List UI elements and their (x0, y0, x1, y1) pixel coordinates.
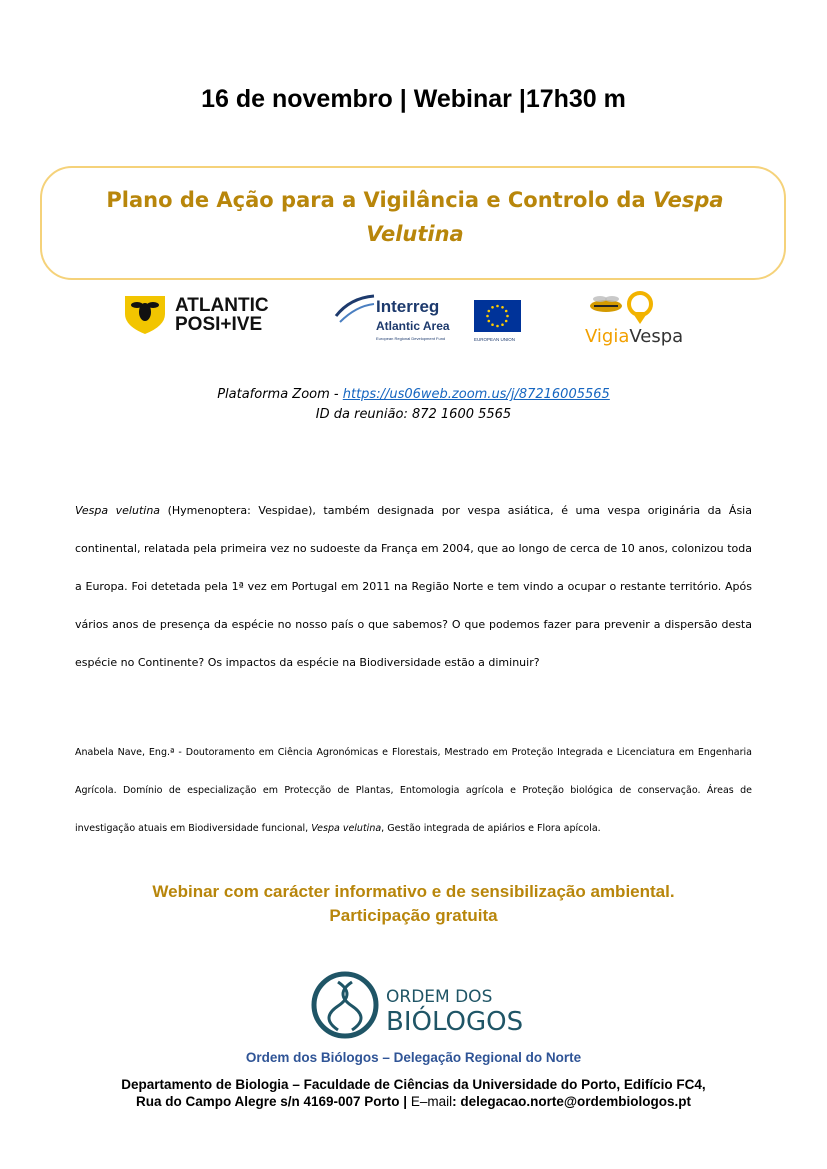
zoom-link[interactable]: https://us06web.zoom.us/j/87216005565 (342, 387, 610, 402)
interreg-logo (336, 296, 521, 342)
atlantic-positive-logo (125, 295, 269, 335)
ordem-subtitle: Ordem dos Biólogos – Delegação Regional do Norte (245, 1050, 582, 1065)
email-value: : delegacao.norte@ordembiologos.pt (452, 1094, 692, 1109)
ordem-line2: BIÓLOGOS (386, 1007, 524, 1037)
address-line2 (0, 1093, 827, 1110)
ordem-line1: ORDEM DOS (386, 987, 493, 1007)
interreg-area: Atlantic Area (376, 319, 450, 333)
atlantic-line1: ATLANTIC (175, 295, 269, 316)
partner-logos-svg (0, 290, 827, 350)
bio-italic: Vespa velutina (311, 823, 382, 834)
vigia-part2: Vespa (629, 326, 684, 347)
vigia-vespa-logo (585, 293, 683, 347)
interreg-name: Interreg (376, 297, 440, 316)
zoom-info (0, 385, 827, 425)
ordem-biologos-logo (310, 970, 530, 1040)
bio-part2: , Gestão integrada de apiários e Flora apícola. (381, 823, 601, 834)
partner-logos (0, 290, 827, 350)
bio-part1: Anabela Nave, Eng.ª - Doutoramento em Ciência Agronómicas e Florestais, Mestrado em Proteção Integrada e Licenciatura em Engenharia Agrícola. Domínio de especialização em Protecção de Plantas, Entomologia agrícola e Proteção biológica de conservação. Áreas de investigação atuais em Biodiversidade funcional, (75, 747, 752, 834)
interreg-fund: European Regional Development Fund (376, 336, 446, 341)
webinar-note (0, 880, 827, 928)
zoom-label: Plataforma Zoom - (217, 387, 343, 402)
event-header: 16 de novembro | Webinar |17h30 m (201, 85, 626, 113)
zoom-line (0, 385, 827, 405)
title-italic: Vespa Velutina (366, 188, 724, 246)
webinar-line1: Webinar com carácter informativo e de sensibilização ambiental. (152, 882, 675, 901)
email-label: E–mail (410, 1094, 453, 1109)
address-street: Rua do Campo Alegre s/n 4169-007 Porto | (135, 1094, 411, 1109)
speaker-bio (75, 734, 752, 848)
eu-label: EUROPEAN UNION (474, 337, 516, 342)
event-title (70, 183, 760, 251)
description-italic: Vespa velutina (75, 504, 161, 517)
vigia-part1: Vigia (585, 326, 630, 347)
webinar-line2: Participação gratuita (329, 906, 498, 925)
description-text: (Hymenoptera: Vespidae), também designada por vespa asiática, é uma vespa originária da Ásia continental, relatada pela primeira vez no sudoeste da França em 2004, que ao longo de cerca de 10 anos, colonizou toda a Europa. Foi detetada pela 1ª vez em Portugal em 2011 na Região Norte e tem vindo a ocupar o restante território. Após vários anos de presença da espécie no nosso país o que sabemos? O que podemos fazer para prevenir a dispersão desta espécie no Continente? Os impactos da espécie na Biodiversidade estão a diminuir? (75, 504, 752, 669)
ordem-logo-svg (310, 970, 530, 1040)
svg-text:VigiaVespa (585, 326, 683, 347)
title-text: Plano de Ação para a Vigilância e Controlo da (106, 188, 653, 212)
description-paragraph (75, 492, 752, 682)
address (0, 1076, 827, 1110)
meeting-id: ID da reunião: 872 1600 5565 (315, 407, 512, 422)
atlantic-line2: POSI+IVE (175, 314, 263, 335)
address-line1: Departamento de Biologia – Faculdade de Ciências da Universidade do Porto, Edifício FC4, (121, 1077, 706, 1092)
